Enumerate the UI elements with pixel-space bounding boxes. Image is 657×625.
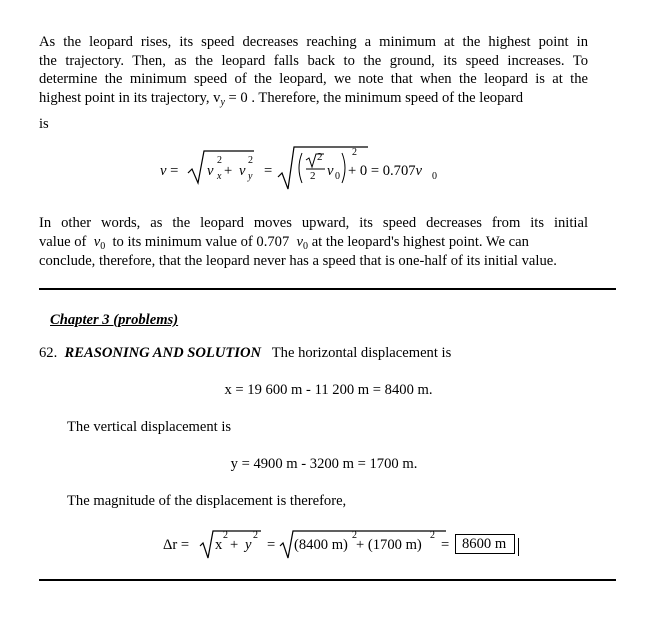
para1-line-4 <box>39 88 523 113</box>
eq1-y-sq: 2 <box>248 155 253 166</box>
eq1-den: 2 <box>310 170 316 182</box>
problem-number: 62. <box>39 345 58 361</box>
section-divider-bottom <box>39 579 616 581</box>
eq2-term2: + (1700 m) <box>356 537 422 553</box>
equation-min-speed <box>160 143 460 191</box>
eq2-y-sq: 2 <box>253 530 258 541</box>
equation-displacement <box>163 526 543 562</box>
eq1-plus: + <box>224 163 233 179</box>
eq1-vx: v <box>207 163 214 179</box>
eq1-tail <box>348 163 422 180</box>
para1-line-4-text: highest point in its trajectory, v <box>39 90 221 106</box>
para1-line-5: is <box>39 116 49 132</box>
eq2-term1: (8400 m) <box>294 537 348 553</box>
eq2-equals-1: = <box>267 537 276 553</box>
para2-mid: to its minimum value of 0.707 <box>112 234 290 250</box>
problem-label: REASONING AND SOLUTION <box>64 345 262 361</box>
para2-v0-b: v <box>296 234 304 250</box>
eq1-v: v <box>160 163 167 179</box>
answer-box-tick <box>518 538 519 556</box>
para2-line-1: In other words, as the leopard moves upward, its speed decreases from its initial <box>39 215 588 231</box>
eq1-sqrt2: 2 <box>317 151 323 163</box>
eq2-lhs: Δr = <box>163 537 190 553</box>
eq2-term1-sq: 2 <box>352 530 357 541</box>
x-equation: x = 19 600 m - 11 200 m = 8400 m. <box>224 382 433 398</box>
section-divider-top <box>39 288 616 290</box>
y-equation: y = 4900 m - 3200 m = 1700 m. <box>230 456 418 472</box>
para1-line-1: As the leopard rises, its speed decreases reaching a minimum at the highest point in <box>39 34 588 50</box>
eq1-v0: v <box>327 163 334 179</box>
eq1-lhs: = <box>166 163 179 179</box>
eq2-x-sq: 2 <box>223 530 228 541</box>
para1-line-3: determine the minimum speed of the leopard, we note that when the leopard is at the <box>39 71 588 87</box>
para2-v0-a: v <box>93 234 101 250</box>
vertical-text: The vertical displacement is <box>67 419 232 435</box>
eq1-outer-sq: 2 <box>352 147 357 158</box>
answer-box <box>455 534 515 554</box>
para2-line-3: conclude, therefore, that the leopard never has a speed that is one-half of its initial value. <box>39 253 557 269</box>
eq1-equals: = <box>264 163 273 179</box>
eq1-x-sq: 2 <box>217 155 222 166</box>
para2-value-of: value of <box>39 234 87 250</box>
eq2-term2-sq: 2 <box>430 530 435 541</box>
eq1-v0b: v <box>415 163 423 179</box>
eq2-x: x <box>215 537 223 553</box>
eq1-tail-text: + 0 = 0.707 <box>348 163 416 179</box>
eq1-y-sub: y <box>248 171 253 182</box>
para1-line-4-rest: = 0 . Therefore, the minimum speed of the leopard <box>224 90 524 106</box>
eq2-y: y <box>245 537 252 553</box>
eq2-plus: + <box>230 537 239 553</box>
eq1-v0-sub: 0 <box>335 171 340 182</box>
para2-end: at the leopard's highest point. We can <box>311 234 529 250</box>
eq2-equals-2: = <box>441 537 450 553</box>
problem-line <box>39 343 451 363</box>
eq1-v0b-sub: 0 <box>432 171 437 182</box>
para2-v0-b-sub: 0 <box>303 241 309 252</box>
problem-intro: The horizontal displacement is <box>271 345 452 361</box>
vy-subscript: y <box>220 97 225 108</box>
answer-value: 8600 m <box>455 534 515 554</box>
magnitude-text: The magnitude of the displacement is therefore, <box>67 493 347 509</box>
eq1-vy: v <box>239 163 246 179</box>
para2-v0-a-sub: 0 <box>100 241 106 252</box>
para1-line-2: the trajectory. Then, as the leopard falls back to the ground, its speed increases. To <box>39 53 588 69</box>
chapter-heading: Chapter 3 (problems) <box>50 312 179 328</box>
eq1-x-sub: x <box>217 171 222 182</box>
